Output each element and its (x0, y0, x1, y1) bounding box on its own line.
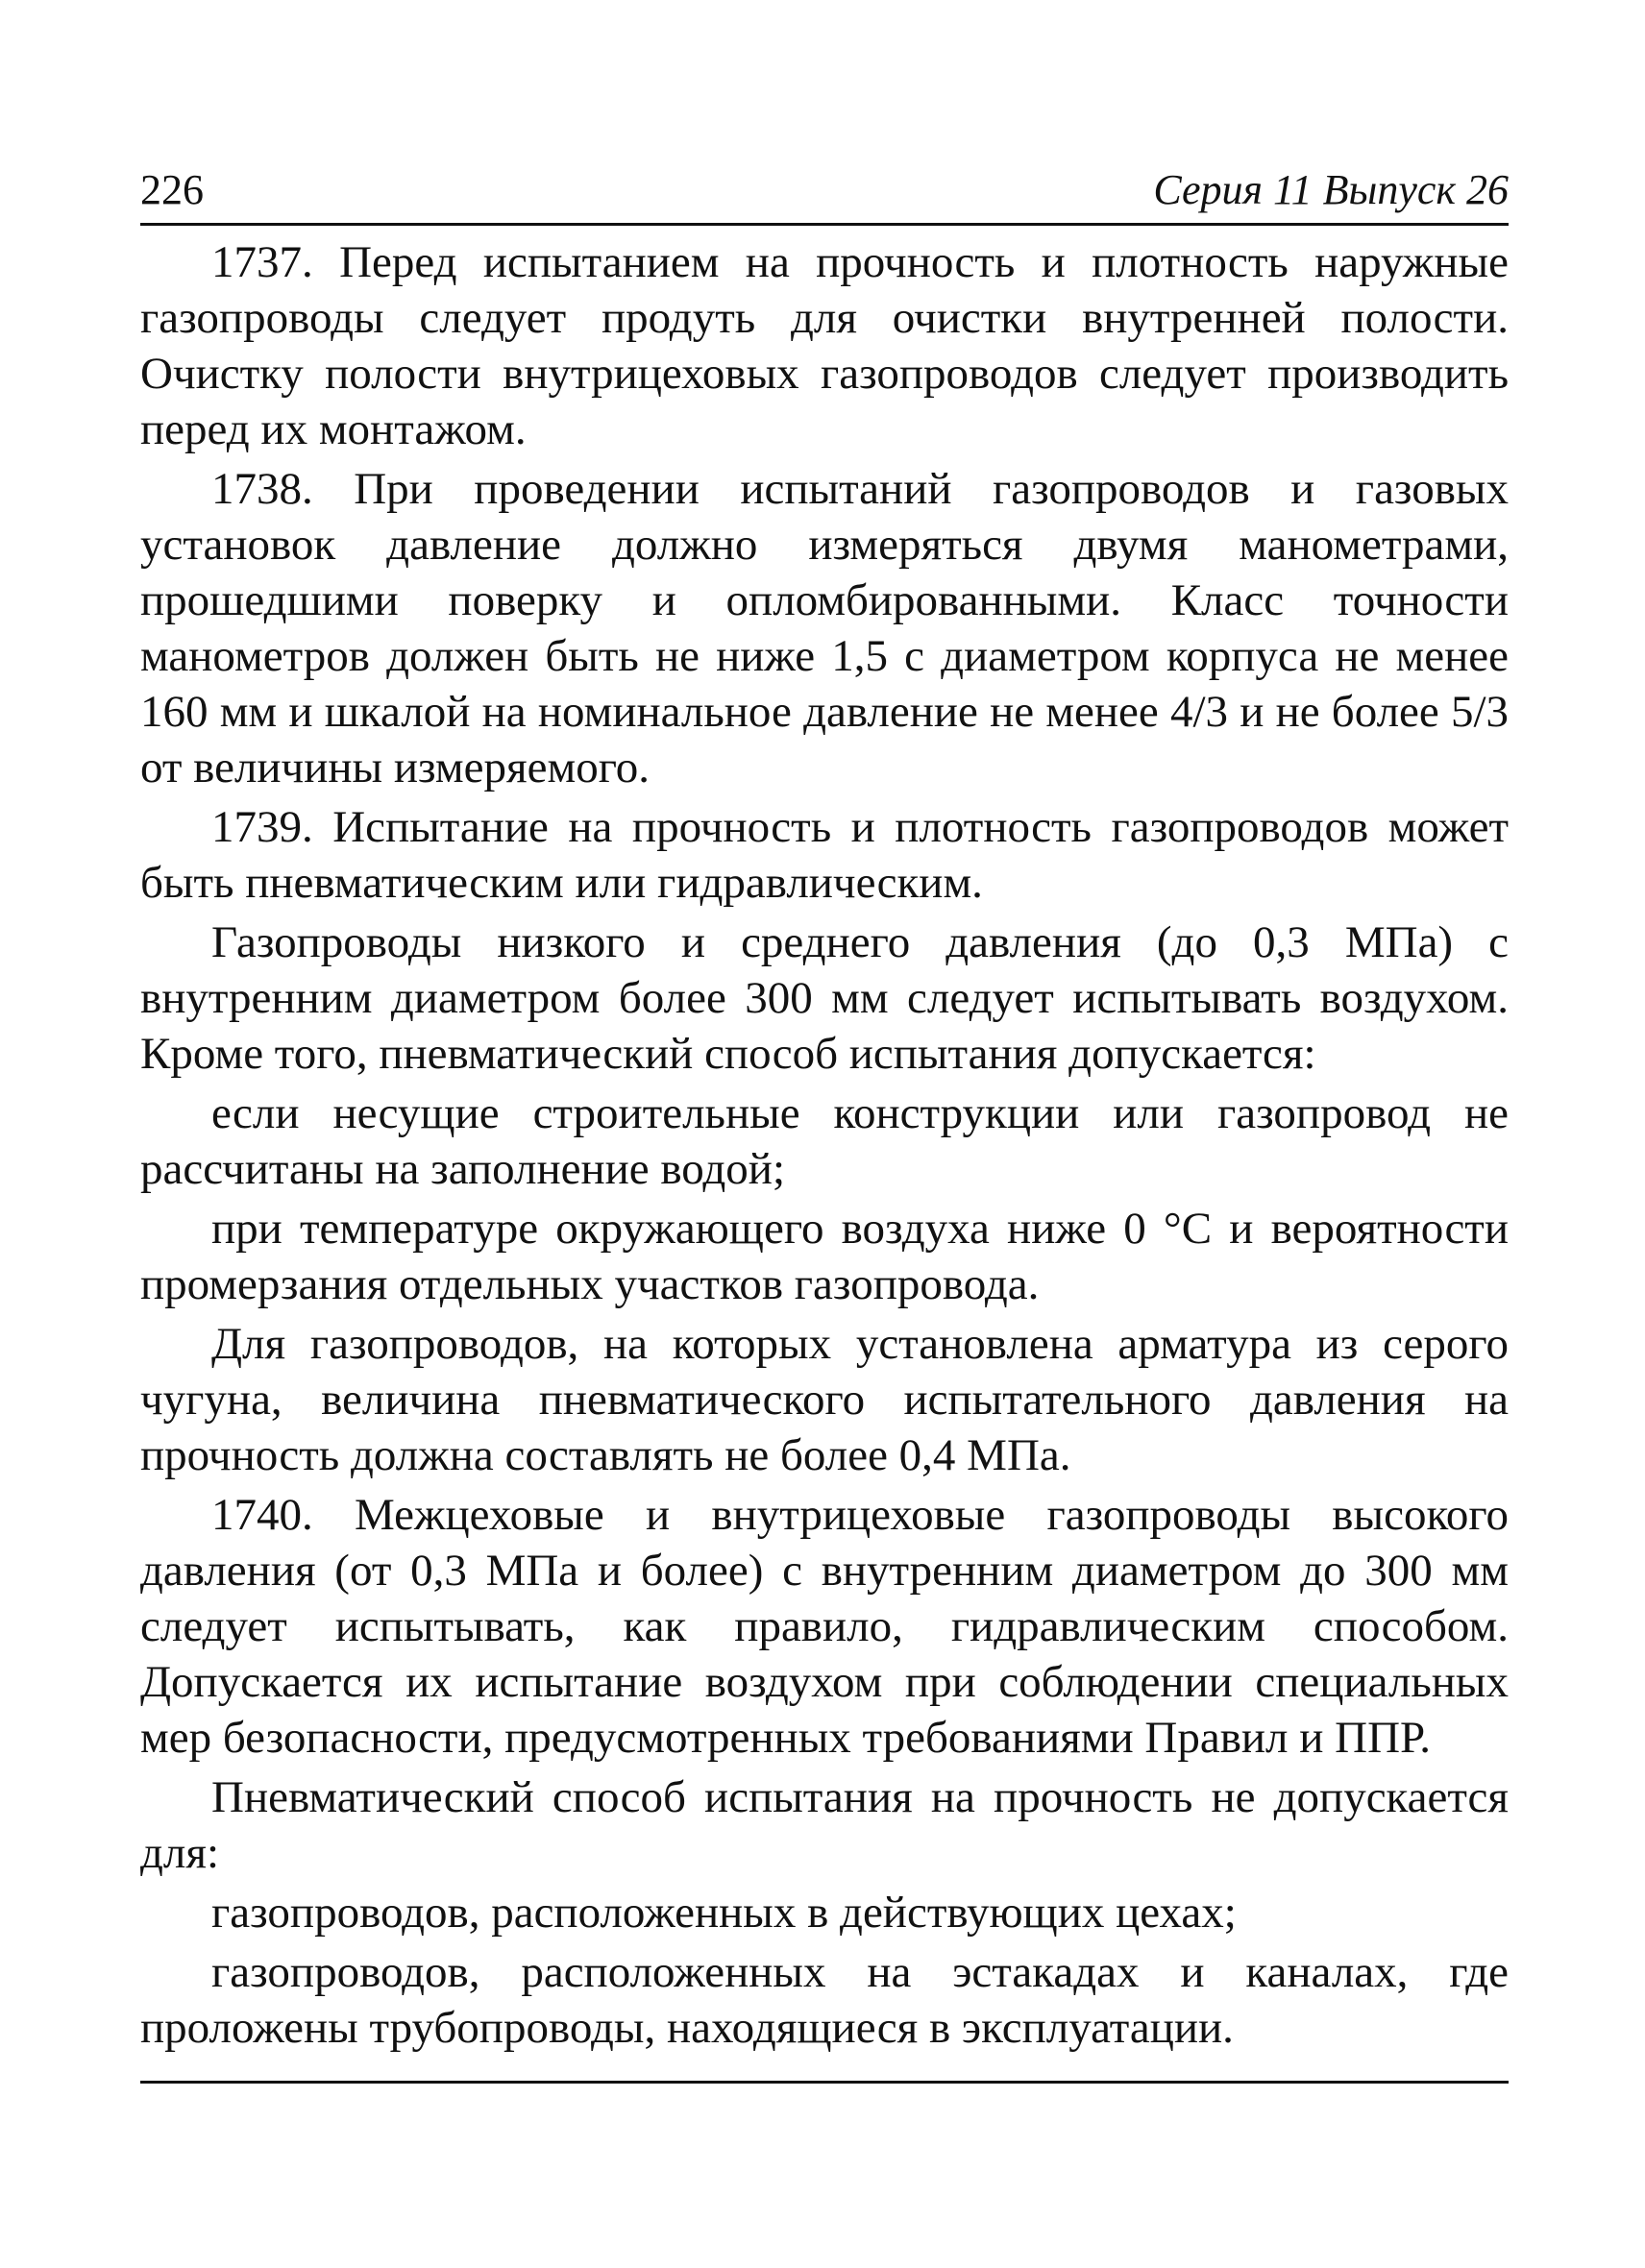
body-text (140, 234, 1509, 2060)
page-header (140, 161, 1509, 226)
paragraph-workshops: газопроводов, расположенных в действующих цехах; (211, 1888, 1237, 1938)
paragraph-condition-temperature: при температуре окружающего воздуха ниже 0 °С и вероятности промерзания отдельных участков газопровода. (140, 1204, 1509, 1309)
paragraph-1737: 1737. Перед испытанием на прочность и плотность наружные газопроводы следует продуть для очистки внутренней полости. Очистку полости внутрицеховых газопроводов следует производить перед их монтажом. (140, 237, 1509, 454)
paragraph-1739: 1739. Испытание на прочность и плотность газопроводов может быть пневматическим или гидравлическим. (140, 802, 1509, 908)
running-head: Серия 11 Выпуск 26 (1153, 166, 1509, 213)
paragraph-low-medium-pressure: Газопроводы низкого и среднего давления (до 0,3 МПа) с внутренним диаметром более 300 мм следует испытывать воздухом. Кроме того, пневматический способ испытания допускается: (140, 917, 1509, 1079)
paragraph-1738: 1738. При проведении испытаний газопроводов и газовых установок давление должно измеряться двумя манометрами, прошедшими поверку и опломбированными. Класс точности манометров должен быть не ниже 1,5 с диаметром корпуса не менее 160 мм и шкалой на номинальное давление не менее 4/3 и не более 5/3 от величины измеряемого. (140, 464, 1509, 793)
paragraph-1740: 1740. Межцеховые и внутрицеховые газопроводы высокого давления (от 0,3 МПа и более) с внутренним диаметром до 300 мм следует испытывать, как правило, гидравлическим способом. Допускается их испытание воздухом при соблюдении специальных мер безопасности, предусмотренных требованиями Правил и ППР. (140, 1490, 1509, 1763)
paragraph-not-allowed: Пневматический способ испытания на прочность не допускается для: (140, 1772, 1509, 1878)
footer-rule (140, 2081, 1509, 2084)
paragraph-condition-structures: если несущие строительные конструкции или газопровод не рассчитаны на заполнение водой; (140, 1088, 1509, 1194)
page-number: 226 (140, 166, 204, 213)
paragraph-cast-iron: Для газопроводов, на которых установлена арматура из серого чугуна, величина пневматического испытательного давления на прочность должна составлять не более 0,4 МПа. (140, 1319, 1509, 1480)
paragraph-trestles: газопроводов, расположенных на эстакадах и каналах, где проложены трубопроводы, находящиеся в эксплуатации. (140, 1947, 1509, 2053)
